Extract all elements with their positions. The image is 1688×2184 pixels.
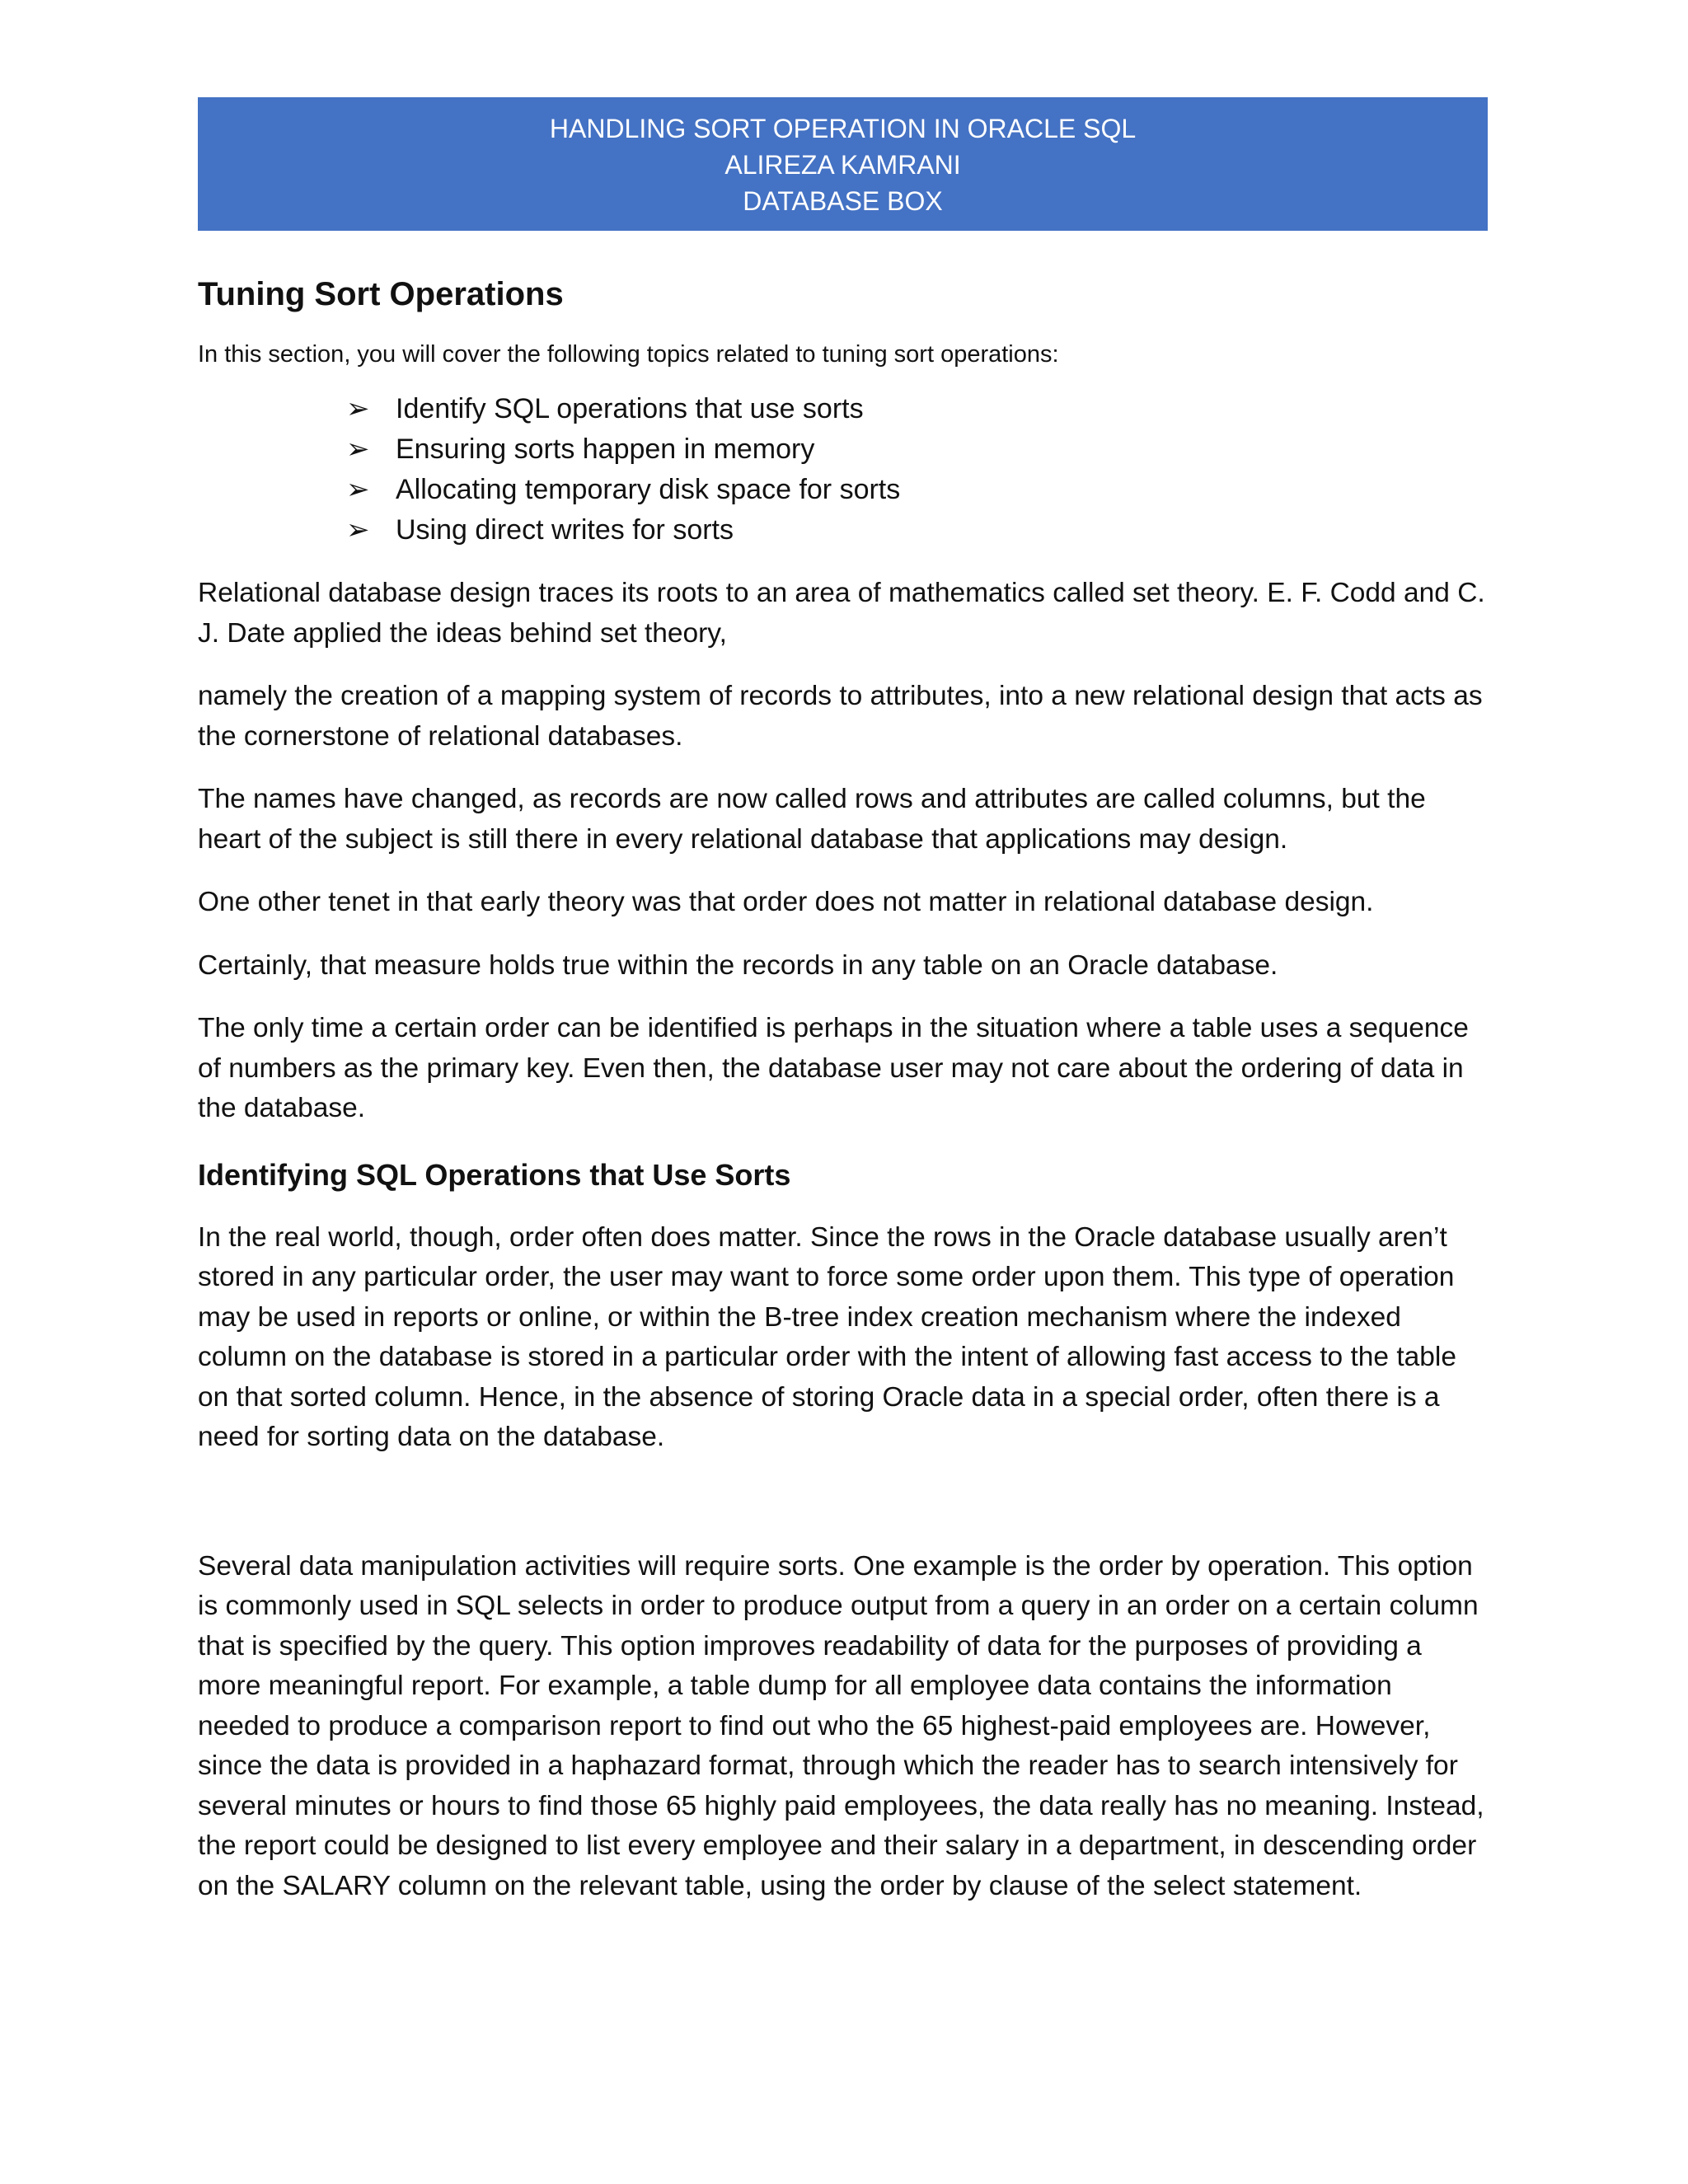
paragraph: Relational database design traces its roots to an area of mathematics called set theory. E. F. Codd and C. J. Date applied the ideas behind set theory, — [198, 578, 1485, 649]
subsection-heading: Identifying SQL Operations that Use Sorts — [198, 1157, 791, 1192]
list-item-text: Identify SQL operations that use sorts — [396, 393, 864, 424]
paragraph: The names have changed, as records are now called rows and attributes are called columns, but the heart of the subject is still there in every relational database that applications may design. — [198, 784, 1426, 855]
section-intro: In this section, you will cover the following topics related to tuning sort operations: — [198, 341, 1059, 368]
paragraph: Certainly, that measure holds true within the records in any table on an Oracle database. — [198, 949, 1278, 981]
document-page — [198, 97, 1488, 1906]
arrow-bullet-icon: ➢ — [346, 434, 370, 465]
paragraph: Several data manipulation activities will require sorts. One example is the order by operation. This option is commonly used in SQL selects in order to produce output from a query in an order on a certain column that is specified by the query. This option improves readability of data for the purposes of providing a more meaningful report. For example, a table dump for all employee data contains the information needed to produce a comparison report to find out who the 65 highest-paid employees are. However, since the data is provided in a haphazard format, through which the reader has to search intensively for several minutes or hours to find those 65 highly paid employees, the data really has no meaning. Instead, the report could be designed to list every employee and their salary in a department, in descending order on the SALARY column on the relevant table, using the order by clause of the select statement. — [198, 1550, 1484, 1901]
list-item-text: Using direct writes for sorts — [396, 514, 734, 546]
banner-title: HANDLING SORT OPERATION IN ORACLE SQL — [549, 114, 1137, 143]
section-heading: Tuning Sort Operations — [198, 276, 564, 312]
list-item — [346, 389, 1488, 429]
paragraph: In the real world, though, order often does matter. Since the rows in the Oracle database usually aren’t stored in any particular order, the user may want to force some order upon them. This type of operation may be used in reports or online, or within the B-tree index creation mechanism where the indexed column on the database is stored in a particular order with the intent of allowing fast access to the table on that sorted column. Hence, in the absence of storing Oracle data in a special order, often there is a need for sorting data on the database. — [198, 1221, 1456, 1452]
list-item — [346, 429, 1488, 470]
title-banner — [198, 97, 1488, 231]
paragraph: The only time a certain order can be identified is perhaps in the situation where a table uses a sequence of numbers as the primary key. Even then, the database user may not care about the ordering of data in the database. — [198, 1013, 1469, 1123]
topic-list — [198, 389, 1488, 551]
paragraph: namely the creation of a mapping system of records to attributes, into a new relational design that acts as the cornerstone of relational databases. — [198, 681, 1483, 752]
banner-author: ALIREZA KAMRANI — [724, 150, 961, 180]
list-item-text: Ensuring sorts happen in memory — [396, 434, 815, 465]
banner-publisher: DATABASE BOX — [743, 186, 943, 216]
arrow-bullet-icon: ➢ — [346, 393, 370, 424]
arrow-bullet-icon: ➢ — [346, 474, 370, 505]
paragraph: One other tenet in that early theory was that order does not matter in relational database design. — [198, 887, 1374, 917]
list-item-text: Allocating temporary disk space for sorts — [396, 474, 901, 505]
list-item — [346, 470, 1488, 510]
arrow-bullet-icon: ➢ — [346, 514, 370, 546]
list-item — [346, 510, 1488, 551]
blank-line — [198, 1458, 1488, 1524]
